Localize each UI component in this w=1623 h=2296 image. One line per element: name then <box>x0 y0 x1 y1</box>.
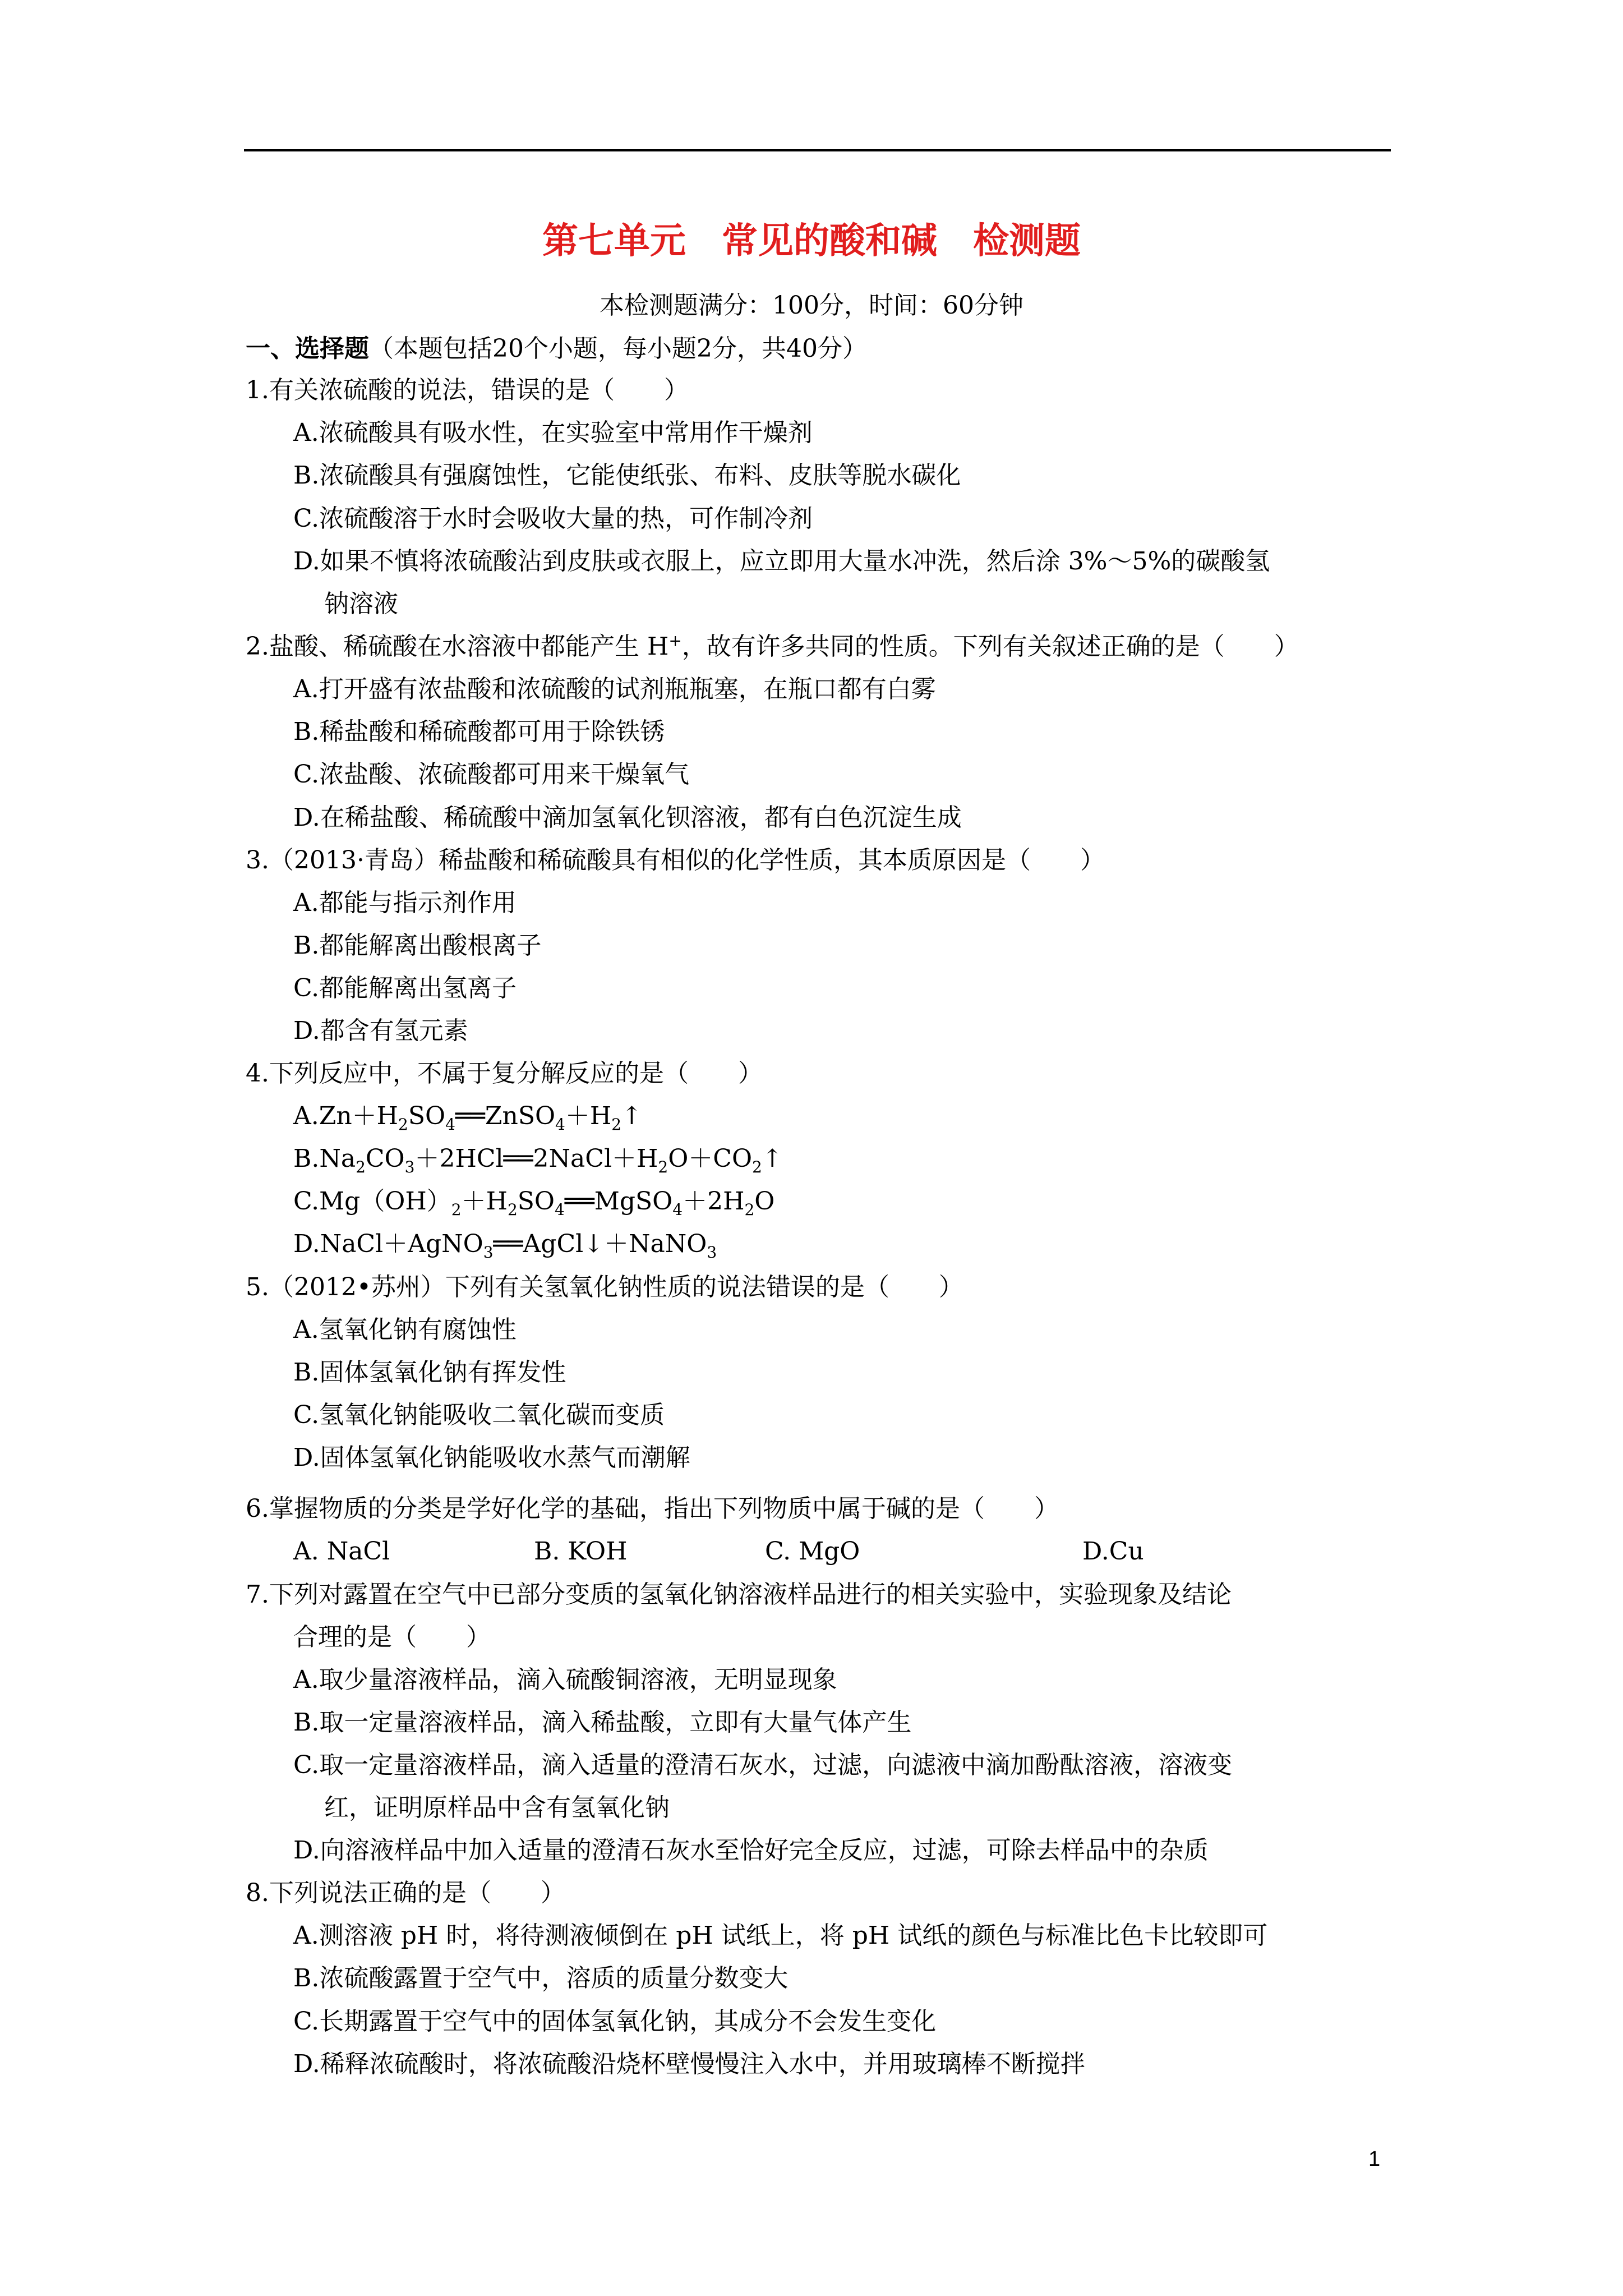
question-7-option-c-continued: 红，证明原样品中含有氢氧化钠 <box>324 1793 670 1822</box>
question-1-stem: 1.有关浓硫酸的说法，错误的是（ ） <box>246 376 689 404</box>
question-7-option-a: A.取少量溶液样品，滴入硫酸铜溶液，无明显现象 <box>293 1665 837 1694</box>
question-3-option-d: D.都含有氢元素 <box>293 1016 468 1045</box>
question-7-stem-continued: 合理的是（ ） <box>293 1623 491 1651</box>
question-5-option-c: C.氢氧化钠能吸收二氧化碳而变质 <box>293 1401 665 1429</box>
question-4-option-b: $B.Na_2CO_3+2HCl══2NaCl+H_2O+CO_2↑$ <box>293 1144 783 1176</box>
question-6-option-a: A. NaCl <box>293 1537 390 1566</box>
question-4-stem: 4.下列反应中，不属于复分解反应的是（ ） <box>246 1059 763 1088</box>
question-3-option-b: B.都能解离出酸根离子 <box>293 931 542 960</box>
question-8-option-a: A.测溶液 pH 时，将待测液倾倒在 pH 试纸上，将 pH 试纸的颜色与标准比色卡比较即可 <box>293 1921 1268 1950</box>
question-3-option-c: C.都能解离出氢离子 <box>293 974 517 1002</box>
section-note: （本题包括20个小题，每小题2分，共40分） <box>369 334 867 363</box>
question-2-stem-part2: ，故有许多共同的性质。下列有关叙述正确的是（ ） <box>681 632 1299 661</box>
question-7-option-c: C.取一定量溶液样品，滴入适量的澄清石灰水，过滤，向滤液中滴加酚酞溶液，溶液变 <box>293 1751 1233 1779</box>
question-8-stem: 8.下列说法正确的是（ ） <box>246 1879 565 1907</box>
question-6-option-c: C. MgO <box>765 1537 860 1566</box>
question-2-option-a: A.打开盛有浓盐酸和浓硫酸的试剂瓶瓶塞，在瓶口都有白雾 <box>293 675 936 703</box>
page-number: 1 <box>1368 2147 1381 2171</box>
question-7-stem: 7.下列对露置在空气中已部分变质的氢氧化钠溶液样品进行的相关实验中，实验现象及结论 <box>246 1580 1232 1609</box>
question-2-stem <box>246 630 1299 664</box>
question-1-option-d-continued: 钠溶液 <box>324 590 398 618</box>
question-7-option-b: B.取一定量溶液样品，滴入稀盐酸，立即有大量气体产生 <box>293 1708 912 1737</box>
question-2-option-d: D.在稀盐酸、稀硫酸中滴加氢氧化钡溶液，都有白色沉淀生成 <box>293 803 962 832</box>
question-5-option-d: D.固体氢氧化钠能吸收水蒸气而潮解 <box>293 1443 690 1472</box>
question-2-stem-superscript: + <box>668 631 682 650</box>
question-8-option-c: C.长期露置于空气中的固体氢氧化钠，其成分不会发生变化 <box>293 2007 937 2036</box>
question-1-option-c: C.浓硫酸溶于水时会吸收大量的热，可作制冷剂 <box>293 504 813 533</box>
page-subtitle: 本检测题满分：100分，时间：60分钟 <box>600 291 1023 320</box>
question-5-stem: 5.（2012•苏州）下列有关氢氧化钠性质的说法错误的是（ ） <box>246 1273 963 1301</box>
question-6-stem: 6.掌握物质的分类是学好化学的基础，指出下列物质中属于碱的是（ ） <box>246 1494 1059 1523</box>
question-1-option-a: A.浓硫酸具有吸水性，在实验室中常用作干燥剂 <box>293 418 813 447</box>
question-8-option-d: D.稀释浓硫酸时，将浓硫酸沿烧杯壁慢慢注入水中，并用玻璃棒不断搅拌 <box>293 2050 1085 2078</box>
question-5-option-b: B.固体氢氧化钠有挥发性 <box>293 1358 566 1387</box>
question-5-option-a: A.氢氧化钠有腐蚀性 <box>293 1315 517 1344</box>
section-title: 一、选择题 <box>246 334 369 363</box>
question-2-option-c: C.浓盐酸、浓硫酸都可用来干燥氧气 <box>293 760 690 789</box>
section-heading <box>246 332 867 366</box>
page-title: 第七单元 常见的酸和碱 检测题 <box>542 220 1081 262</box>
question-4-option-c: $C.Mg(OH)_2+H_2SO_4══MgSO_4+2H_2O$ <box>293 1187 775 1219</box>
question-4-option-d: D.NaCl＋AgNO$_3$══AgCl↓＋NaNO$_3$ <box>293 1230 717 1262</box>
question-7-option-d: D.向溶液样品中加入适量的澄清石灰水至恰好完全反应，过滤，可除去样品中的杂质 <box>293 1836 1209 1865</box>
question-1-option-d: D.如果不慎将浓硫酸沾到皮肤或衣服上，应立即用大量水冲洗，然后涂 3%～5%的碳酸氢 <box>293 547 1270 576</box>
question-6-option-b: B. KOH <box>534 1537 628 1566</box>
question-2-option-b: B.稀盐酸和稀硫酸都可用于除铁锈 <box>293 717 665 746</box>
question-3-option-a: A.都能与指示剂作用 <box>293 889 517 917</box>
question-3-stem: 3.（2013·青岛）稀盐酸和稀硫酸具有相似的化学性质，其本质原因是（ ） <box>246 846 1105 875</box>
header-rule <box>244 149 1391 151</box>
question-8-option-b: B.浓硫酸露置于空气中，溶质的质量分数变大 <box>293 1964 789 1993</box>
question-2-stem-part1: 2.盐酸、稀硫酸在水溶液中都能产生 H <box>246 632 669 661</box>
question-6-option-d: D.Cu <box>1082 1537 1144 1566</box>
question-4-option-a: $A.Zn+H_2SO_4══ZnSO_4+H_2↑$ <box>293 1102 642 1134</box>
question-1-option-b: B.浓硫酸具有强腐蚀性，它能使纸张、布料、皮肤等脱水碳化 <box>293 461 961 490</box>
